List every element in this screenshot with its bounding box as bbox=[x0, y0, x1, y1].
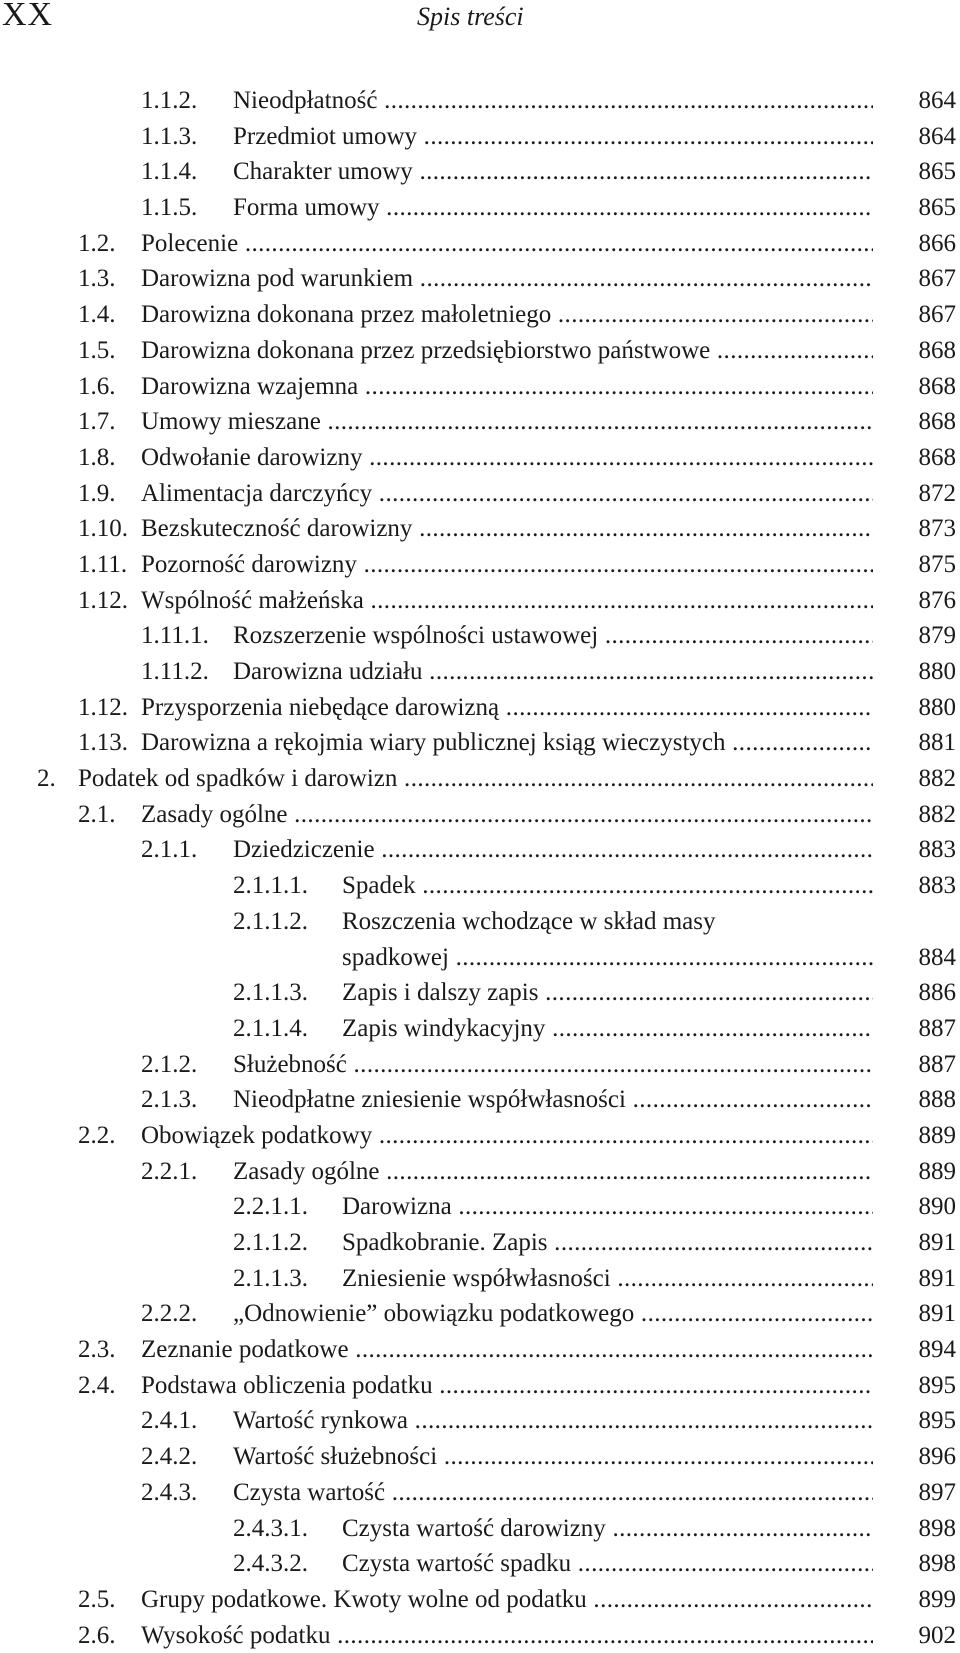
toc-entry-number: 1.6. bbox=[78, 372, 116, 400]
toc-entry[interactable] bbox=[0, 1118, 960, 1154]
toc-entry-title: Czysta wartość ..... bbox=[233, 1475, 873, 1511]
toc-entry[interactable] bbox=[0, 1296, 960, 1332]
toc-entry-title: Zapis windykacyjny ..... bbox=[342, 1011, 873, 1047]
toc-entry-page: 868 bbox=[918, 408, 956, 436]
toc-entry-page: 865 bbox=[918, 194, 956, 222]
toc-entry-title: Dziedziczenie ..... bbox=[233, 832, 873, 868]
toc-entry[interactable] bbox=[0, 1332, 960, 1368]
toc-entry-number: 2.1. bbox=[78, 800, 116, 828]
toc-entry[interactable] bbox=[0, 333, 960, 369]
toc-entry-number: 2.4.3. bbox=[141, 1478, 198, 1506]
toc-entry-title: Przedmiot umowy ..... bbox=[233, 119, 873, 155]
toc-entry-page: 898 bbox=[918, 1514, 956, 1542]
toc-entry-title: Polecenie ..... bbox=[141, 226, 873, 262]
toc-entry-title: Charakter umowy ..... bbox=[233, 154, 873, 190]
toc-entry-title: Wartość rynkowa ..... bbox=[233, 1403, 873, 1439]
toc-entry-page: 867 bbox=[918, 265, 956, 293]
toc-entry[interactable] bbox=[0, 1225, 960, 1261]
toc-entry-number: 1.11.2. bbox=[141, 658, 209, 685]
toc-entry-number: 2.4.1. bbox=[141, 1407, 198, 1435]
toc-entry-number: 2.2.2. bbox=[141, 1300, 198, 1328]
toc-entry[interactable] bbox=[0, 1082, 960, 1118]
toc-entry-page: 881 bbox=[918, 729, 956, 757]
toc-entry-number: 2.1.1.3. bbox=[233, 979, 308, 1007]
toc-entry-page: 891 bbox=[918, 1264, 956, 1292]
toc-entry-title: Alimentacja darczyńcy ..... bbox=[141, 476, 873, 512]
toc-entry-page: 895 bbox=[918, 1371, 956, 1399]
toc-entry[interactable] bbox=[0, 261, 960, 297]
toc-entry-number: 1.13. bbox=[78, 729, 128, 757]
toc-entry-title: Obowiązek podatkowy ..... bbox=[141, 1118, 873, 1154]
toc-entry[interactable] bbox=[0, 904, 960, 975]
toc-entry-title: Zasady ogólne ..... bbox=[141, 797, 873, 833]
toc-entry-page: 876 bbox=[918, 586, 956, 614]
toc-entry-title: Darowizna udziału ..... bbox=[233, 654, 873, 690]
toc-entry-page: 887 bbox=[918, 1050, 956, 1078]
toc-entry[interactable] bbox=[0, 618, 960, 654]
toc-entry-page: 873 bbox=[918, 515, 956, 543]
page-number: XX bbox=[2, 0, 54, 33]
toc-entry-title: Odwołanie darowizny ..... bbox=[141, 440, 873, 476]
toc-entry[interactable] bbox=[0, 154, 960, 190]
toc-entry-title-line1: Roszczenia wchodzące w skład masy bbox=[342, 907, 716, 935]
toc-entry-page: 883 bbox=[918, 872, 956, 900]
toc-entry-title: Zasady ogólne ..... bbox=[233, 1154, 873, 1190]
toc-entry[interactable] bbox=[0, 404, 960, 440]
toc-entry-page: 895 bbox=[918, 1407, 956, 1435]
toc-entry-number: 1.11. bbox=[78, 550, 128, 578]
toc-entry-title: Czysta wartość spadku ..... bbox=[342, 1546, 873, 1582]
toc-entry[interactable] bbox=[0, 725, 960, 761]
toc-entry-number: 2.4. bbox=[78, 1371, 116, 1399]
toc-entry-page: 886 bbox=[918, 979, 956, 1007]
toc-entry[interactable] bbox=[0, 1618, 960, 1653]
toc-entry-title: Spadkobranie. Zapis ..... bbox=[342, 1225, 873, 1261]
toc-entry-number: 1.3. bbox=[78, 265, 116, 293]
toc-entry-number: 2.1.2. bbox=[141, 1050, 198, 1078]
toc-entry-number: 1.12. bbox=[78, 586, 128, 614]
toc-entry[interactable] bbox=[0, 226, 960, 262]
toc-entry-page: 882 bbox=[918, 800, 956, 828]
toc-entry[interactable] bbox=[0, 440, 960, 476]
toc-entry-number: 2.6. bbox=[78, 1621, 116, 1649]
toc-entry-title: Pozorność darowizny ..... bbox=[141, 547, 873, 583]
toc-entry-page: 865 bbox=[918, 158, 956, 186]
toc-entry-page: 875 bbox=[918, 550, 956, 578]
toc-entry-number: 1.1.5. bbox=[141, 194, 198, 222]
toc-entry[interactable] bbox=[0, 583, 960, 619]
toc-entry-page: 889 bbox=[918, 1121, 956, 1149]
toc-entry-title: Bezskuteczność darowizny ..... bbox=[141, 511, 873, 547]
toc-entry[interactable] bbox=[0, 297, 960, 333]
toc-entry-number: 1.1.3. bbox=[141, 122, 198, 150]
toc-entry[interactable] bbox=[0, 1582, 960, 1618]
toc-entry-page: 896 bbox=[918, 1443, 956, 1471]
toc-entry-page: 887 bbox=[918, 1014, 956, 1042]
toc-entry-title: Czysta wartość darowizny ..... bbox=[342, 1511, 873, 1547]
toc-entry-title: Darowizna wzajemna ..... bbox=[141, 369, 873, 405]
toc-entry-page: 880 bbox=[918, 693, 956, 721]
toc-entry-page: 864 bbox=[918, 87, 956, 114]
toc-entry[interactable] bbox=[0, 83, 960, 119]
toc-entry-number: 2.2. bbox=[78, 1121, 116, 1149]
toc-entry[interactable] bbox=[0, 1439, 960, 1475]
toc-entry-number: 2.3. bbox=[78, 1336, 116, 1364]
toc-entry-title: Darowizna dokonana przez małoletniego ..... bbox=[141, 297, 873, 333]
toc-entry[interactable] bbox=[0, 1403, 960, 1439]
toc-entry-title: Podstawa obliczenia podatku ..... bbox=[141, 1368, 873, 1404]
toc-entry[interactable] bbox=[0, 690, 960, 726]
toc-entry-number: 1.7. bbox=[78, 408, 116, 436]
toc-entry[interactable] bbox=[0, 190, 960, 226]
toc-entry-number: 2.2.1. bbox=[141, 1157, 198, 1185]
toc-entry-title: „Odnowienie” obowiązku podatkowego ..... bbox=[233, 1296, 873, 1332]
toc-entry-number: 1.2. bbox=[78, 229, 116, 257]
toc-entry-page: 891 bbox=[918, 1229, 956, 1257]
toc-entry-title: Umowy mieszane ..... bbox=[141, 404, 873, 440]
toc-entry[interactable] bbox=[0, 1368, 960, 1404]
toc-entry[interactable] bbox=[0, 1546, 960, 1582]
toc-entry-title: Darowizna ..... bbox=[342, 1189, 873, 1225]
toc-entry-title: Zapis i dalszy zapis ..... bbox=[342, 975, 873, 1011]
toc-entry[interactable] bbox=[0, 476, 960, 512]
toc-entry-title: Grupy podatkowe. Kwoty wolne od podatku ..... bbox=[141, 1582, 873, 1618]
toc-entry-title: Rozszerzenie wspólności ustawowej ..... bbox=[233, 618, 873, 654]
toc-entry-page: 899 bbox=[918, 1585, 956, 1613]
toc-entry[interactable] bbox=[0, 832, 960, 868]
toc-entry-page: 879 bbox=[918, 622, 956, 650]
toc-entry-number: 2. bbox=[37, 765, 56, 793]
toc-entry[interactable] bbox=[0, 119, 960, 155]
toc-entry-page: 902 bbox=[918, 1621, 956, 1649]
toc-entry-page: 882 bbox=[918, 765, 956, 793]
toc-entry[interactable] bbox=[0, 975, 960, 1011]
toc-entry-number: 2.1.1.1. bbox=[233, 872, 308, 900]
toc-entry-title: Darowizna dokonana przez przedsiębiorstwo państwowe ..... bbox=[141, 333, 873, 369]
toc-entry-title: Darowizna pod warunkiem ..... bbox=[141, 261, 873, 297]
toc-entry-title: Nieodpłatne zniesienie współwłasności ..... bbox=[233, 1082, 873, 1118]
toc-entry[interactable] bbox=[0, 1011, 960, 1047]
running-title: Spis treści bbox=[417, 2, 524, 31]
toc-entry-title: Służebność ..... bbox=[233, 1047, 873, 1083]
toc-entry-page: 868 bbox=[918, 336, 956, 364]
toc-entry-page: 888 bbox=[918, 1086, 956, 1114]
toc-entry[interactable] bbox=[0, 868, 960, 904]
toc-entry-page: 897 bbox=[918, 1478, 956, 1506]
toc-entry-number: 2.4.2. bbox=[141, 1443, 198, 1471]
toc-entry-page: 883 bbox=[918, 836, 956, 864]
toc-entry-page: 889 bbox=[918, 1157, 956, 1185]
toc-entry-title: Zniesienie współwłasności ..... bbox=[342, 1261, 873, 1297]
toc-entry-page: 867 bbox=[918, 301, 956, 329]
toc-entry-number: 1.9. bbox=[78, 479, 116, 507]
toc-entry[interactable] bbox=[0, 1511, 960, 1547]
toc-entry-number: 1.10. bbox=[78, 515, 128, 543]
toc-entry-title: Darowizna a rękojmia wiary publicznej ksiąg wieczystych ..... bbox=[141, 725, 873, 761]
toc-entry-number: 1.4. bbox=[78, 301, 116, 329]
toc-entry[interactable] bbox=[0, 511, 960, 547]
toc-entry[interactable] bbox=[0, 1047, 960, 1083]
toc-entry-number: 2.1.1. bbox=[141, 836, 198, 864]
toc-entry-page: 898 bbox=[918, 1550, 956, 1578]
toc-entry-number: 1.8. bbox=[78, 443, 116, 471]
toc-entry-number: 1.5. bbox=[78, 336, 116, 364]
toc-entry-page: 880 bbox=[918, 658, 956, 685]
toc-entry[interactable] bbox=[0, 1189, 960, 1225]
toc-entry-page: 890 bbox=[918, 1193, 956, 1221]
toc-entry-number: 2.4.3.1. bbox=[233, 1514, 308, 1542]
toc-entry-number: 2.1.3. bbox=[141, 1086, 198, 1114]
toc-entry-title: Przysporzenia niebędące darowizną ..... bbox=[141, 690, 873, 726]
toc-entry-number: 2.1.1.2. bbox=[233, 907, 308, 935]
toc-entry-page: 894 bbox=[918, 1336, 956, 1364]
toc-entry-number: 1.1.4. bbox=[141, 158, 198, 186]
toc-entry-title: Wysokość podatku ..... bbox=[141, 1618, 873, 1653]
toc-entry-title: Spadek ..... bbox=[342, 868, 873, 904]
toc-entry-page: 884 bbox=[918, 943, 956, 971]
page-header bbox=[0, 0, 960, 40]
toc-entry-title: Zeznanie podatkowe ..... bbox=[141, 1332, 873, 1368]
toc-entry-number: 2.1.1.2. bbox=[233, 1229, 308, 1257]
toc-entry-number: 2.1.1.4. bbox=[233, 1014, 308, 1042]
toc-entry-title: Forma umowy ..... bbox=[233, 190, 873, 226]
toc-entry-page: 866 bbox=[918, 229, 956, 257]
toc-entry-title: spadkowej ..... bbox=[342, 940, 873, 976]
toc-entry[interactable] bbox=[0, 547, 960, 583]
toc-entry[interactable] bbox=[0, 1261, 960, 1297]
toc-entry[interactable] bbox=[0, 1154, 960, 1190]
toc-entry-title: Podatek od spadków i darowizn ..... bbox=[78, 761, 873, 797]
toc-entry-title: Wspólność małżeńska ..... bbox=[141, 583, 873, 619]
toc-entry-page: 872 bbox=[918, 479, 956, 507]
toc-entry[interactable] bbox=[0, 761, 960, 797]
toc-entry[interactable] bbox=[0, 797, 960, 833]
table-of-contents bbox=[0, 83, 960, 1653]
toc-entry-page: 868 bbox=[918, 443, 956, 471]
toc-entry[interactable] bbox=[0, 369, 960, 405]
toc-entry-page: 868 bbox=[918, 372, 956, 400]
toc-entry-page: 864 bbox=[918, 122, 956, 150]
toc-entry-number: 2.4.3.2. bbox=[233, 1550, 308, 1578]
toc-entry-title: Nieodpłatność ..... bbox=[233, 83, 873, 119]
toc-entry-number: 1.11.1. bbox=[141, 622, 209, 650]
toc-entry-title: Wartość służebności ..... bbox=[233, 1439, 873, 1475]
toc-entry[interactable] bbox=[0, 1475, 960, 1511]
toc-entry-number: 1.1.2. bbox=[141, 87, 198, 114]
toc-entry-number: 1.12. bbox=[78, 693, 128, 721]
toc-entry-page: 891 bbox=[918, 1300, 956, 1328]
toc-entry-number: 2.2.1.1. bbox=[233, 1193, 308, 1221]
toc-entry-number: 2.1.1.3. bbox=[233, 1264, 308, 1292]
toc-entry-number: 2.5. bbox=[78, 1585, 116, 1613]
toc-entry[interactable] bbox=[0, 654, 960, 690]
